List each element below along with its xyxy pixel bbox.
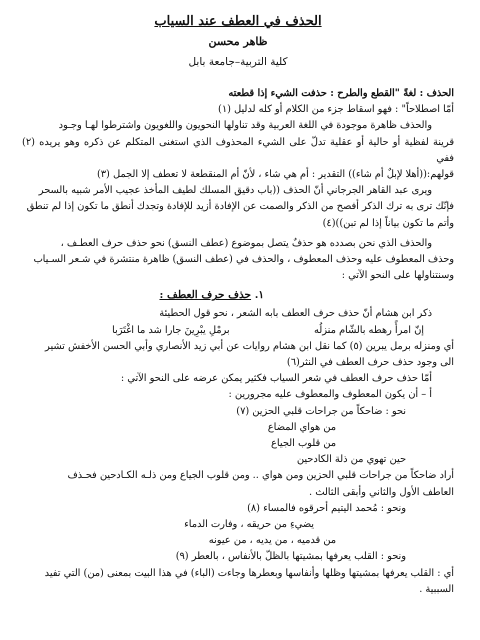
paragraph-line: فإنّك ترى به ترك الذكر أفصح من الذكر والصمت عن الإفادة أزيد للإفادة وتجدك أنطق ما تكون إذا لم تنطق (26, 201, 454, 213)
example-line: من قلوب الجياع (271, 438, 336, 450)
definition-line: الحذف : لغةً "القطع والطرح : حذفت الشيء إذا قطعته (228, 88, 454, 99)
paragraph-line: وأتم ما تكون بياناً إذا لم تبن))(٤) (322, 217, 454, 229)
paragraph-line: أراد ضاحكاً من جراحات قلبي الحزين ومن هواي .. ومن قلوب الجياع ومن ذلـه الكـادحين فحـذف (67, 470, 454, 482)
document-title: الحذف في العطف عند السياب (154, 14, 322, 29)
paragraph-line: العاطف الأول والثاني وأبقى الثالث . (308, 486, 454, 498)
paragraph-line: السببية . (419, 583, 454, 595)
paragraph-line: وحذف المعطوف عليه وحذف المعطوف ، والحذف في (عطف النسق) ظاهرة منتشرة في شـعر السـياب (33, 254, 454, 266)
paragraph-definition-lang (22, 86, 454, 102)
poem-verse (22, 323, 454, 339)
paragraph-line: أي : القلب يعرفها بمشيتها وظلها وأنفاسها وبعطرها وجاءت (الباء) في هذا البيت بمعنى (من) التي تفيد (44, 567, 454, 579)
example-line: يضيءِ من حريقه ، وفارت الدماء (184, 519, 314, 531)
example-line: حين تهوي من ذلة الكادحين (296, 454, 406, 466)
section-title: حذف حرف العطف : (159, 289, 252, 302)
example-line: من قدميه ، من يديه ، من عيونه (208, 535, 336, 547)
section-number: ١. (254, 289, 264, 302)
example-line: ونحو : القلب يعرفها بمشيتها بالظلّ بالأنفاس ، بالعطر (٩) (175, 551, 406, 563)
paragraph-line: أي ومنزله برمل يبرين (٥) كما نقل ابن هشام روايات عن أبي زيد الأنصاري وأبي الحسن الأخفش تشير (45, 340, 454, 352)
paragraph-line: وسنتناولها على النحو الآتي : (341, 270, 454, 282)
example-line: من هواي المضاع (267, 421, 336, 433)
paragraph-line: ويرى عبد القاهر الجرجاني أنّ الحذف ((باب دقيق المسلك لطيف المأخذ عجيب الأمر شبيه بالسحر (38, 185, 432, 197)
paragraph-line: والحذف ظاهرة موجودة في اللغة العربية وقد تناولها النحويون واللغويون واشترطوا لهـا وجـود (58, 120, 432, 132)
paragraph-line: أمّا حذف حرف العطف في شعر السياب فكثير يمكن عرضه على النحو الآتي : (120, 373, 432, 385)
paragraph-definition-term (22, 102, 454, 118)
example-line: نحو : ضاحكاً من جراحات قلبي الحزين (٧) (236, 405, 406, 417)
author-name: ظاهر محسن (208, 35, 268, 48)
section-heading (22, 286, 454, 304)
paragraph-line: الى وجود حذف حرف العطف في النثر(٦) (286, 357, 454, 369)
paragraph-line: أ – أن يكون المعطوف والمعطوف عليه مجرورين : (228, 389, 432, 401)
example-line: ونحو : مُحمد اليتيم أحرقوه فالمساء (٨) (247, 502, 406, 514)
verse-first-half: إنّ امرأً رهطه بالشّام منزلُه (314, 324, 424, 336)
definition-line: أمّا اصطلاحاً" : فهو اسقاط جزء من الكلام أو كله لدليل (١) (218, 104, 454, 116)
paragraph-line: ذكر ابن هشام أنّ حذف حرف العطف بابه الشعر ، نحو قول الحطيئة (159, 308, 432, 320)
paragraph-line: قرينة لفظية أو حالية أو عقلية تدلّ على الشيء المحذوف الذي استغنى المتكلم عن ذكره وهو يريده (٢) ففي (22, 136, 454, 164)
verse-second-half: برمْلِ يبْرِينَ جارا شد ما اغْتَرَبا (112, 324, 230, 336)
author-affiliation: كلية التربية–جامعة بابل (188, 56, 288, 68)
paragraph-line: قولهم:((أهلا لإبلٌ أم شاء)) التقدير : أم هي شاء ، لأنّ أم المنقطعة لا تعطف إلا الجمل (٣) (96, 169, 454, 181)
paragraph-line: والحذف الذي نحن بصدده هو حذفٌ يتصل بموضوع (عطف النسق) نحو حذف حرف العطـف ، (60, 237, 432, 249)
